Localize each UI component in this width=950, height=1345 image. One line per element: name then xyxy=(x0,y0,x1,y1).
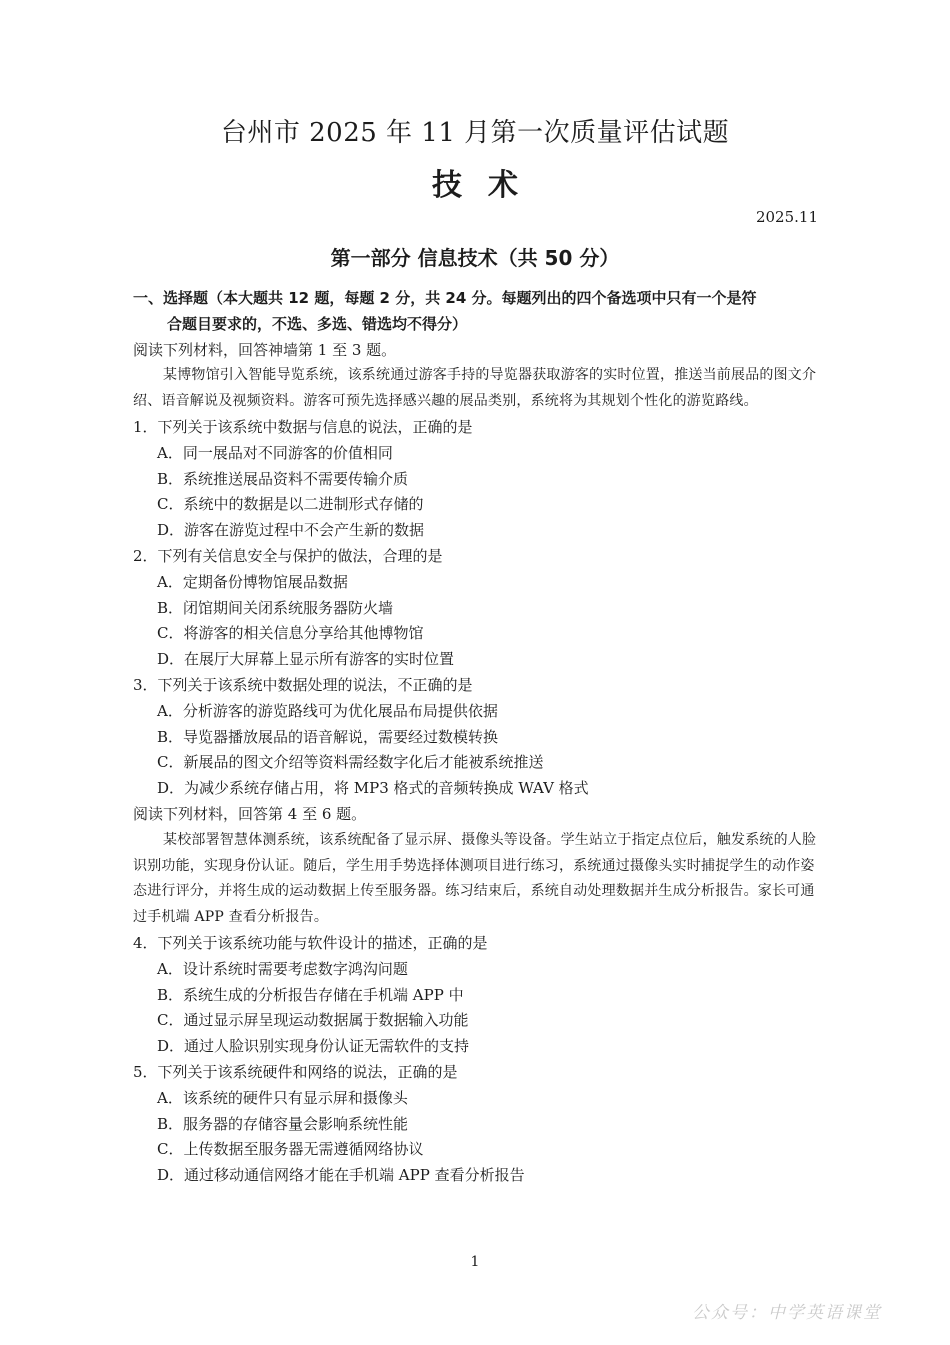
section-heading-line2: 合题目要求的，不选、多选、错选均不得分） xyxy=(167,314,468,333)
q1-option-b: B．系统推送展品资料不需要传输介质 xyxy=(157,469,409,488)
q4-option-b: B．系统生成的分析报告存储在手机端 APP 中 xyxy=(157,985,464,1004)
q3-option-b: B．导览器播放展品的语音解说，需要经过数模转换 xyxy=(157,727,499,746)
part-heading: 第一部分 信息技术（共 50 分） xyxy=(330,246,620,270)
q1-option-d: D．游客在游览过程中不会产生新的数据 xyxy=(157,521,425,540)
q5-option-b: B．服务器的存储容量会影响系统性能 xyxy=(157,1114,409,1133)
watermark: 公众号：中学英语课堂 xyxy=(692,1303,882,1323)
q5-option-d: D．通过移动通信网络才能在手机端 APP 查看分析报告 xyxy=(157,1166,525,1185)
q3-stem: 3．下列关于该系统中数据处理的说法，不正确的是 xyxy=(133,675,473,694)
material2-text: 某校部署智慧体测系统，该系统配备了显示屏、摄像头等设备。学生站立于指定点位后，触发系统的人脸识别功能，实现身份认证。随后，学生用手势选择体测项目进行练习，系统通过摄像头实时捕捉学生的动作姿态进行评分，并将生成的运动数据上传至服务器。练习结束后，系统自动处理数据并生成分析报告。家长可通过手机端 APP 查看分析报告。 xyxy=(133,831,817,926)
q5-stem: 5．下列关于该系统硬件和网络的说法，正确的是 xyxy=(133,1062,458,1081)
q4-option-d: D．通过人脸识别实现身份认证无需软件的支持 xyxy=(157,1037,470,1056)
q5-option-c: C．上传数据至服务器无需遵循网络协议 xyxy=(157,1140,424,1159)
q2-option-a: A．定期备份博物馆展品数据 xyxy=(157,572,348,591)
material1-text: 某博物馆引入智能导览系统，该系统通过游客手持的导览器获取游客的实时位置，推送当前展品的图文介绍、语音解说及视频资料。游客可预先选择感兴趣的展品类别，系统将为其规划个性化的游览路线。 xyxy=(133,367,817,410)
exam-title: 台州市 2025 年 11 月第一次质量评估试题 xyxy=(220,118,730,148)
q1-stem: 1．下列关于该系统中数据与信息的说法，正确的是 xyxy=(133,417,473,436)
material2-intro: 阅读下列材料，回答第 4 至 6 题。 xyxy=(133,804,367,823)
page-number: 1 xyxy=(470,1254,480,1270)
exam-date: 2025.11 xyxy=(755,208,818,226)
material1-intro: 阅读下列材料，回答神墙第 1 至 3 题。 xyxy=(133,340,397,359)
q1-option-c: C．系统中的数据是以二进制形式存储的 xyxy=(157,495,424,514)
q2-option-b: B．闭馆期间关闭系统服务器防火墙 xyxy=(157,598,394,617)
q2-option-d: D．在展厅大屏幕上显示所有游客的实时位置 xyxy=(157,650,455,669)
q4-option-c: C．通过显示屏呈现运动数据属于数据输入功能 xyxy=(157,1011,469,1030)
q4-option-a: A．设计系统时需要考虑数字鸿沟问题 xyxy=(157,959,408,978)
q3-option-c: C．新展品的图文介绍等资料需经数字化后才能被系统推送 xyxy=(157,753,544,772)
q2-stem: 2．下列有关信息安全与保护的做法，合理的是 xyxy=(133,546,443,565)
q2-option-c: C．将游客的相关信息分享给其他博物馆 xyxy=(157,624,424,643)
q3-option-a: A．分析游客的游览路线可为优化展品布局提供依据 xyxy=(157,701,498,720)
subject-title: 技术 xyxy=(432,168,544,203)
q3-option-d: D．为减少系统存储占用，将 MP3 格式的音频转换成 WAV 格式 xyxy=(157,779,589,798)
q5-option-a: A．该系统的硬件只有显示屏和摄像头 xyxy=(157,1088,408,1107)
exam-content xyxy=(133,286,823,1189)
q4-stem: 4．下列关于该系统功能与软件设计的描述，正确的是 xyxy=(133,933,488,952)
section-heading-line1: 一、选择题（本大题共 12 题，每题 2 分，共 24 分。每题列出的四个备选项中只有一个是符 xyxy=(133,289,757,307)
q1-option-a: A．同一展品对不同游客的价值相同 xyxy=(157,443,393,462)
